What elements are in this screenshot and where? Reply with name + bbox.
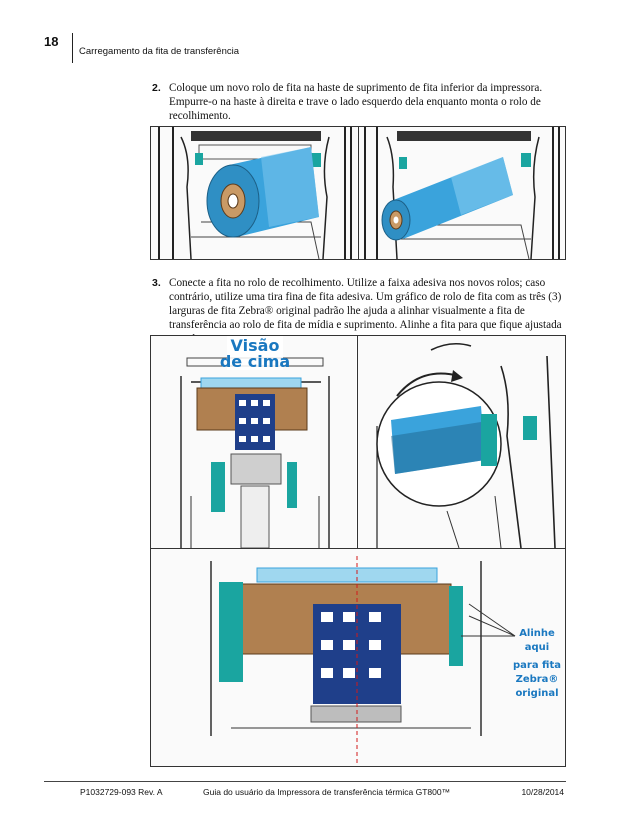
step-3-number: 3. xyxy=(152,277,161,289)
page-number: 18 xyxy=(44,34,59,49)
step-2 xyxy=(152,81,567,123)
top-view-label-line1: Visão xyxy=(230,336,280,355)
closeup-panel xyxy=(358,336,565,548)
align-label-line4: Zebra® xyxy=(515,674,559,685)
align-label-line5: original xyxy=(515,688,559,699)
footer-divider xyxy=(44,781,566,782)
top-view-label-line2: de cima xyxy=(219,352,291,371)
step-3-text: Conecte a fita no rolo de recolhimento. Utilize a faixa adesiva nos novos rolos; caso contrário, utilize uma tira fina de fita adesiva. Um gráfico de rolo de fita com as três (3) larguras de fita Zebra® original padrão lhe ajuda a alinhar visualmente a fita de transferência ao rolo de fita de mídia e suprimento. Alinhe a fita para que fique ajustada xyxy=(169,277,562,331)
align-label-line2: aqui xyxy=(524,642,550,653)
footer-doc-id: P1032729-093 Rev. A xyxy=(80,787,163,797)
step-2-text: Coloque um novo rolo de fita na haste de suprimento de fita inferior da impressora. Empurre-o na haste à direita e trave o lado esquerdo dela enquanto monta o rolo de recolhimento. xyxy=(169,82,543,122)
footer-date: 10/28/2014 xyxy=(521,787,564,797)
align-label-line3: para fita xyxy=(512,660,562,671)
footer-guide-title: Guia do usuário da Impressora de transferência térmica GT800™ xyxy=(203,787,451,797)
top-view-panel xyxy=(151,336,356,548)
step-2-number: 2. xyxy=(152,82,161,94)
figure-attach-ribbon xyxy=(150,335,566,767)
align-label-line1: Alinhe xyxy=(519,628,555,639)
ribbon-alignment-panel xyxy=(151,549,565,766)
figure-load-ribbon-illustration xyxy=(151,127,565,259)
section-title: Carregamento da fita de transferência xyxy=(79,46,240,57)
figure-load-ribbon-roll xyxy=(150,126,566,260)
figure-attach-ribbon-illustration xyxy=(151,336,565,766)
header-divider xyxy=(72,33,73,63)
